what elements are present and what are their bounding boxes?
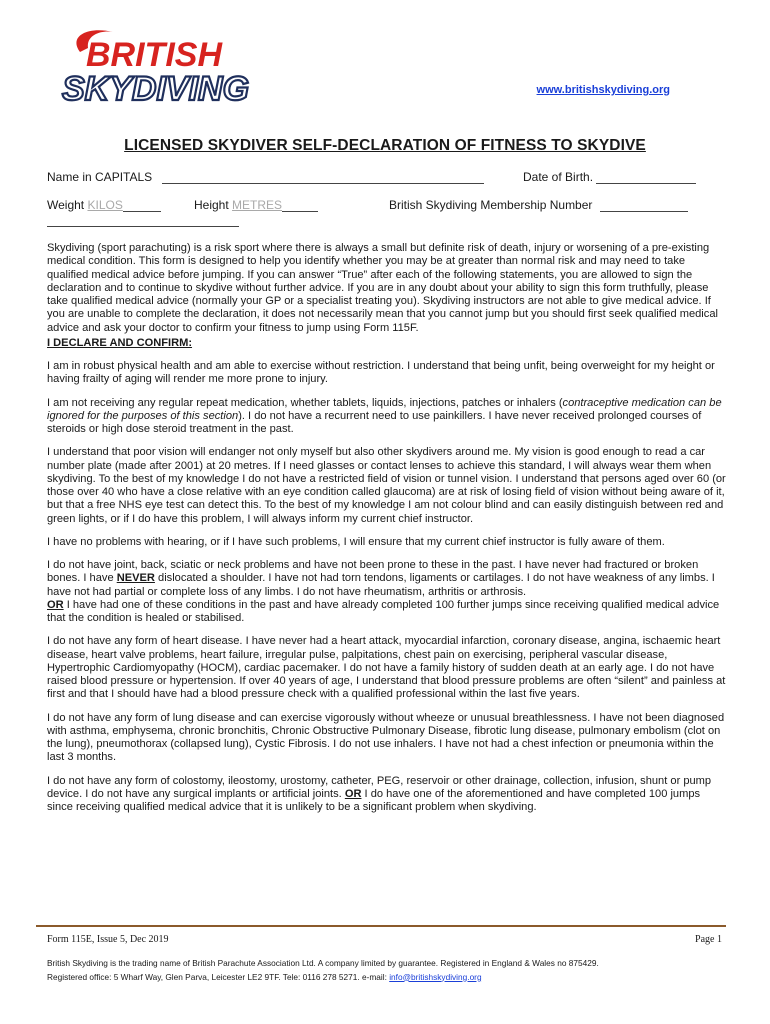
logo-text-skydiving: SKYDIVING [62,70,250,106]
statement-heart: I do not have any form of heart disease. I have never had a heart attack, myocardial infarction, coronary disease, angina, ischaemic heart disease, heart valve problems, heart failure, irregular pulse, palpitations, chest pain on exercising, peripheral vascular disease, Hypertrophic Cardiomyopathy (HOCM), cardiac pacemaker. I do not have a family history of sudden death at an early age. I do not have raised blood pressure or hypertension. If over 40 years of age, I understand that blood pressure problems are often “silent” and painless at first and that I should have had a blood pressure check with a qualified professional within the last five years. [47,635,726,701]
membership-input-line[interactable] [600,199,688,212]
weight-label: Weight [47,198,85,212]
legal-line-2: Registered office: 5 Wharf Way, Glen Parva, Leicester LE2 9TF. Tele: 0116 278 5271. e-mail: info@britishskydiving.org [47,971,482,982]
weight-unit-hint[interactable]: KILOS [87,198,123,212]
statement-joints: I do not have joint, back, sciatic or neck problems and have not been prone to these in the past. I have never had fractured or broken bones. I have NEVER dislocated a shoulder. I have not had torn tendons, ligaments or cartilages. I do not have weakness of any limbs. I have not had partial or complete loss of any limbs. I do not have rheumatism, arthritis or arthrosis. OR I have had one of these conditions in the past and have already completed 100 further jumps since receiving qualified medical advice that the condition is healed or stabilised. [47,559,720,624]
website-link[interactable]: www.britishskydiving.org [536,84,670,96]
height-field-row [194,198,318,212]
footer-divider [36,925,726,927]
statement-physical-health: I am in robust physical health and am able to exercise without restriction. I understand that being unfit, being overweight for my height or having frailty of aging will render me more prone to injury. [47,360,715,386]
declare-heading: I DECLARE AND CONFIRM: [47,336,193,349]
form-identifier: Form 115E, Issue 5, Dec 2019 [47,934,169,945]
name-input-line[interactable] [162,171,484,184]
email-link[interactable]: info@britishskydiving.org [389,971,482,982]
name-label: Name in CAPITALS [47,170,153,184]
statement-medication: I am not receiving any regular repeat medication, whether tablets, liquids, injections, patches or inhalers (contraceptive medication can be ignored for the purposes of this section). I do not have a recurrent need to use painkillers. I have never received prolonged courses of steroids or high dose steroid treatment in the past. [47,396,722,435]
intro-paragraph: Skydiving (sport parachuting) is a risk sport where there is always a small but definite risk of death, injury or worsening of a pre-existing medical condition. This form is designed to help you identify whether you may be at greater than normal risk and may need to take qualified medical advice before jumping. If you can answer “True” after each of the following statements, you are allowed to sign the declaration and to continue to skydive without further advice. If you are in any doubt about your ability to sign this form truthfully, please take qualified medical advice (normally your GP or a specialist treating you). Skydiving instructors are not able to give medical advice. If you are unable to complete the declaration, it does not necessarily mean that you cannot jump but you should first seek qualified medical advice and ask your doctor to confirm your fitness to jump using Form 115F. [47,242,718,334]
logo-text-british: BRITISH [86,36,222,74]
height-unit-hint[interactable]: METRES [232,198,283,212]
page-number: Page 1 [695,934,722,945]
dob-input-line[interactable] [596,171,696,184]
legal-line-1: British Skydiving is the trading name of British Parachute Association Ltd. A company limited by guarantee. Registered in England & Wales no 875429. [47,958,599,968]
name-field-row [47,170,484,184]
statement-vision: I understand that poor vision will endanger not only myself but also other skydivers around me. My vision is good enough to read a car number plate (made after 2001) at 20 metres. If I need glasses or contact lenses to achieve this standard, I will always wear them when skydiving. To the best of my knowledge I do not have a restricted field of vision or tunnel vision. I understand that persons aged over 60 (or those over 40 who have a close relative with an eye condition called glaucoma) are at risk of losing field of vision without being aware of it, but that a free NHS eye test can detect this. To the best of my knowledge I am not colour blind and can easily distinguish between red and green lights, or if I do have this problem, I will always inform my current chief instructor. [47,446,726,525]
weight-field-row [47,198,161,212]
membership-field-row [389,198,688,212]
statement-devices: I do not have any form of colostomy, ileostomy, urostomy, catheter, PEG, reservoir or other drainage, collection, infusion, shunt or pump device. I do not have any surgical implants or artificial joints. OR I do have one of the aforementioned and have completed 100 jumps since receiving qualified medical advice that it is unlikely to be a significant problem when skydiving. [47,774,712,813]
statement-hearing: I have no problems with hearing, or if I have such problems, I will ensure that my current chief instructor is fully aware of them. [47,535,665,548]
declaration-body [47,242,727,824]
british-skydiving-logo [58,28,276,106]
membership-label: British Skydiving Membership Number [389,198,593,212]
weight-input-line[interactable] [123,199,161,212]
legal-footer [47,957,599,984]
height-input-line[interactable] [282,199,318,212]
dob-label: Date of Birth. [523,170,594,184]
dob-field-row [523,170,696,184]
height-label: Height [194,198,229,212]
page-title: LICENSED SKYDIVER SELF-DECLARATION OF FITNESS TO SKYDIVE [124,137,646,154]
membership-continuation-line[interactable] [47,214,239,227]
statement-lung: I do not have any form of lung disease and can exercise vigorously without wheeze or unusual breathlessness. I have not been diagnosed with asthma, emphysema, chronic bronchitis, Chronic Obstructive Pulmonary Disease, fibrotic lung disease, pulmonary embolism (clot on the lung), pneumothorax (collapsed lung), Cystic Fibrosis. I do not use inhalers. I have not had a chest infection or pneumonia within the last 3 months. [47,711,725,764]
